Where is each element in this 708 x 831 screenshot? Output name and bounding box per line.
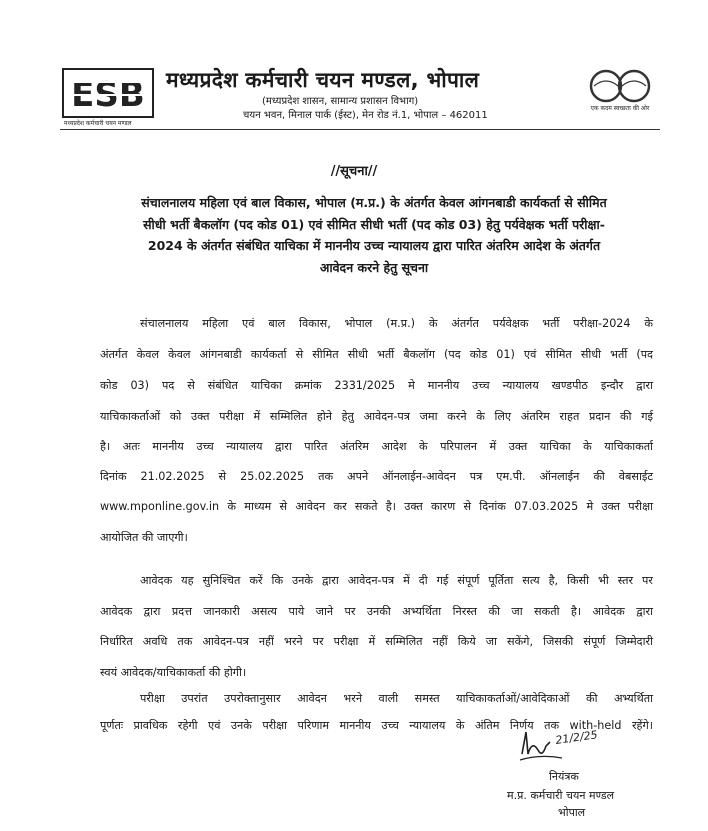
paragraph1-line: है। अतः माननीय उच्च न्यायालय द्वारा पारित अंतरिम आदेश के परिपालन में उक्त याचिका के याचिकाकर्ता	[100, 440, 653, 453]
header-divider	[60, 129, 660, 130]
logo-text: ESB	[71, 75, 145, 115]
paragraph3-line: पूर्णतः प्रावधिक रहेगी एवं उनके परीक्षा परिणाम माननीय उच्च न्यायालय के अंतिम निर्णय तक with-held रहेंगे।	[100, 719, 653, 732]
signature-date: 21/2/25	[554, 728, 599, 747]
paragraph1-line: आयोजित की जाएगी।	[100, 531, 188, 544]
department-small-text: मध्यप्रदेश कर्मचारी चयन मण्डल	[64, 120, 132, 127]
signatory-organization: म.प्र. कर्मचारी चयन मण्डल	[507, 789, 615, 802]
signatory-city: भोपाल	[558, 806, 586, 819]
signatory-designation: नियंत्रक	[549, 770, 579, 783]
paragraph3-line: परीक्षा उपरांत उपरोक्तानुसार आवेदन भरने वाली समस्त याचिकाकर्ताओं/आवेदिकाओं की अभ्यर्थिता	[140, 692, 653, 705]
paragraph1-line: याचिकाकर्ताओं को उक्त परीक्षा में सम्मिलित होने हेतु आवेदन-पत्र जमा करने के लिए अंतरिम राहत प्रदान की गई	[100, 410, 653, 423]
esb-logo	[62, 68, 154, 118]
notice-subject	[84, 192, 664, 278]
paragraph1-line: कोड 03) पद से संबंधित याचिका क्रमांक 2331/2025 मे माननीय उच्च न्यायालय खण्डपीठ इन्दौर द्वारा	[100, 379, 653, 392]
paragraph1-line: संचालनालय महिला एवं बाल विकास, भोपाल (म.प्र.) के अंतर्गत पर्यवेक्षक भर्ती परीक्षा-2024 के	[140, 317, 653, 330]
handwritten-signature	[516, 724, 599, 768]
subject-line: 2024 के अंतर्गत संबंधित याचिका में माननीय उच्च न्यायालय द्वारा पारित अंतरिम आदेश के अंतर्गत	[147, 238, 601, 253]
swachh-bharat-emblem	[584, 64, 656, 124]
paragraph1-line: www.mponline.gov.in के माध्यम से आवेदन कर सकते है। उक्त कारण से दिनांक 07.03.2025 मे उक्त परीक्षा	[100, 500, 653, 513]
paragraph2-line: निर्धारित अवधि तक आवेदन-पत्र नहीं भरने पर परीक्षा में सम्मिलित नहीं किये जा सकेंगे, जिसकी संपूर्ण जिम्मेदारी	[100, 635, 653, 648]
paragraph1-line: अंतर्गत केवल केवल आंगनबाडी कार्यकर्ता से सीमित सीधी भर्ती बैकलॉग (पद कोड 01) एवं सीमित सीधी भर्ती (पद	[100, 348, 653, 361]
subject-line: संचालनालय महिला एवं बाल विकास, भोपाल (म.प्र.) के अंतर्गत केवल आंगनबाडी कार्यकर्ता से सीमित	[141, 195, 607, 210]
paragraph1-line: दिनांक 21.02.2025 से 25.02.2025 तक अपने ऑनलाईन-आवेदन पत्र एम.पी. ऑनलाईन की वेबसाईट	[100, 470, 653, 483]
notice-title: //सूचना//	[330, 164, 378, 179]
emblem-caption: एक कदम स्वच्छता की ओर	[590, 105, 650, 112]
paragraph2-line: आवेदक द्वारा प्रदत्त जानकारी असत्य पाये जाने पर उनकी अभ्यर्थिता निरस्त की जा सकती है। आवेदक द्वारा	[100, 605, 653, 618]
subject-line: आवेदन करने हेतु सूचना	[319, 259, 429, 275]
header-address: चयन भवन, मिनाल पार्क (ईस्ट), मेन रोड नं.1, भोपाल – 462011	[243, 110, 488, 121]
subject-line: सीधी भर्ती बैकलॉग (पद कोड 01) एवं सीमित सीधी भर्ती (पद कोड 03) हेतु पर्यवेक्षक भर्ती परीक्षा-	[143, 216, 605, 232]
paragraph2-line: स्वयं आवेदक/याचिकाकर्ता की होगी।	[100, 666, 247, 679]
paragraph2-line: आवेदक यह सुनिश्चित करें कि उनके द्वारा आवेदन-पत्र में दी गई संपूर्ण पूर्तिता सत्य है, किसी भी स्तर पर	[140, 574, 653, 587]
header-subtitle: (मध्यप्रदेश शासन, सामान्य प्रशासन विभाग)	[262, 96, 419, 107]
header-title: मध्यप्रदेश कर्मचारी चयन मण्डल, भोपाल	[166, 68, 480, 92]
